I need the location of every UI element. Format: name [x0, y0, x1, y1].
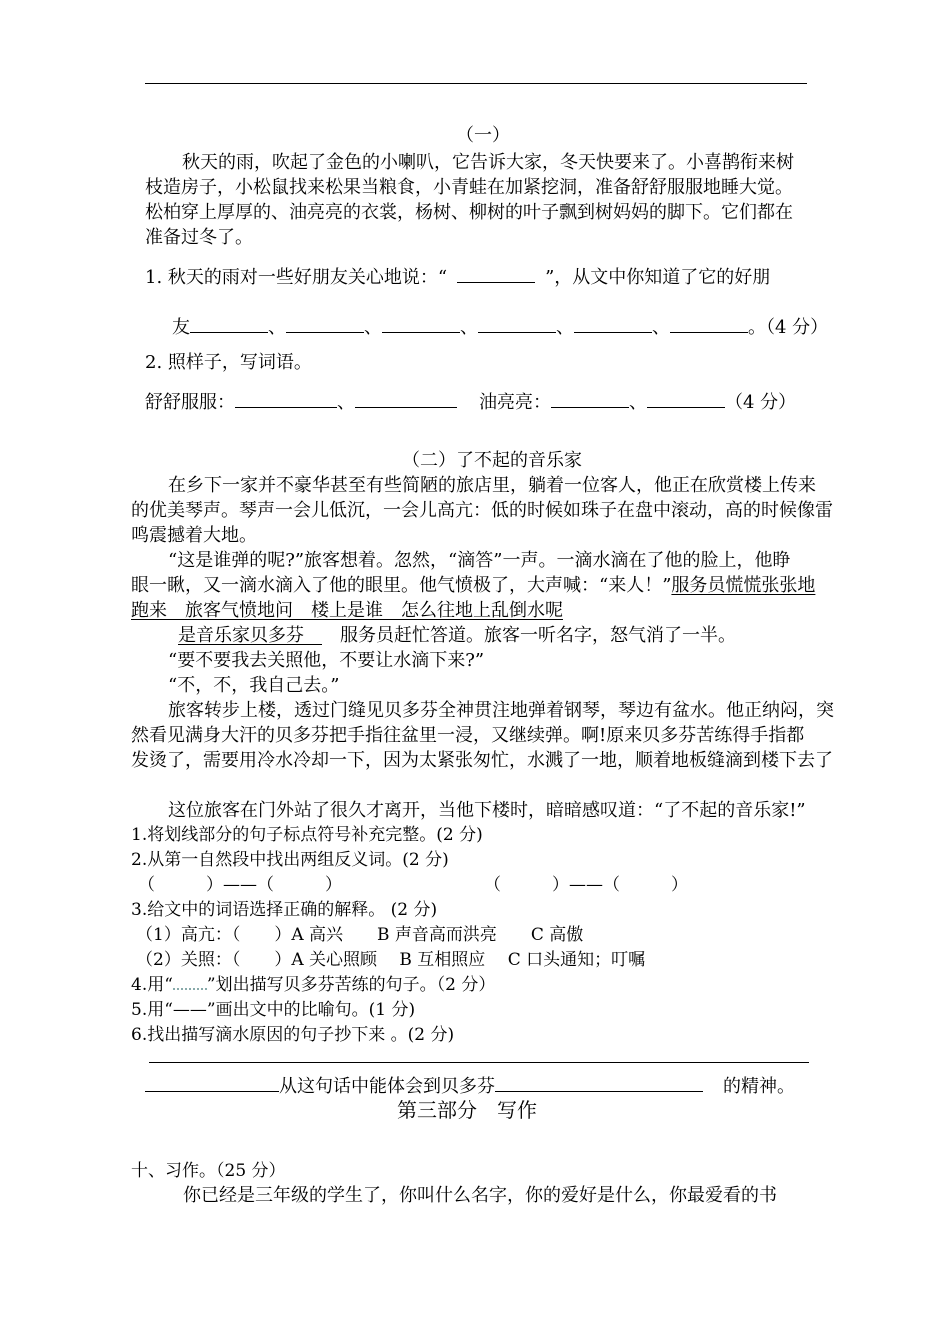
answer-blank[interactable]: [235, 389, 337, 408]
answer-line[interactable]: [149, 1062, 809, 1063]
question-6: 6.找出描写滴水原因的句子抄下来 。(2 分): [131, 1025, 455, 1045]
separator: 、: [364, 317, 382, 338]
passage-text: 眼一瞅，又一滴水滴入了他的眼里。他气愤极了，大声喊：“来人！”: [131, 575, 672, 596]
answer-blank[interactable]: [382, 314, 460, 333]
section1-para-line: 准备过冬了。: [145, 227, 253, 248]
passage-line: 旅客转步上楼，透过门缝见贝多芬全神贯注地弹着钢琴，琴边有盆水。他正纳闷，突: [168, 700, 834, 721]
answer-blank[interactable]: [574, 314, 652, 333]
section1-para-line: 松柏穿上厚厚的、油亮亮的衣裳，杨树、柳树的叶子飘到树妈妈的脚下。它们都在: [145, 202, 793, 223]
answer-blank[interactable]: [286, 314, 364, 333]
passage-line: 在乡下一家并不豪华甚至有些简陋的旅店里，躺着一位客人，他正在欣赏楼上传来: [168, 475, 816, 496]
separator: 、: [652, 317, 670, 338]
passage-line: “要不要我去关照他，不要让水滴下来?”: [168, 650, 485, 671]
separator: 、: [268, 317, 286, 338]
answer-blank[interactable]: [190, 314, 268, 333]
answer-blank[interactable]: [670, 314, 748, 333]
section2-heading: （二）了不起的音乐家: [402, 450, 582, 471]
answer-blank[interactable]: [145, 1073, 279, 1092]
section1-heading: （一）: [456, 125, 510, 146]
passage-line: 鸣震撼着大地。: [131, 525, 257, 546]
question-6-mid: 从这句话中能体会到贝多芬: [279, 1076, 495, 1097]
antonym-pair[interactable]: （ ）——（ ）: [138, 875, 342, 895]
passage-line: 发烫了，需要用冷水冷却一下，因为太紧张匆忙，水溅了一地，顺着地板缝滴到楼下去了: [131, 750, 833, 771]
answer-blank[interactable]: [647, 389, 725, 408]
separator: 、: [556, 317, 574, 338]
question-1-friend-label: 友: [172, 317, 190, 338]
passage-text: 服务员赶忙答道。旅客一听名字，怒气消了一半。: [340, 625, 736, 646]
passage-line: [178, 624, 736, 648]
underlined-sentence: 跑来 旅客气愤地问 楼上是谁 怎么往地上乱倒水呢: [131, 600, 563, 621]
question-1: 1.将划线部分的句子标点符号补充完整。(2 分): [131, 825, 483, 845]
question-2-examples: [145, 389, 796, 415]
part3-title: 第三部分 写作: [397, 1098, 537, 1122]
passage-line: “这是谁弹的呢?”旅客想着。忽然，“滴答”一声。一滴水滴在了他的脸上，他睁: [168, 550, 791, 571]
wavy-line-icon: [173, 974, 207, 990]
passage-line: 的优美琴声。琴声一会儿低沉，一会儿高亢：低的时候如珠子在盘中滚动，高的时候像雷: [131, 500, 833, 521]
separator: 、: [460, 317, 478, 338]
score: 。（4 分）: [748, 317, 829, 338]
question-2: 2. 照样子，写词语。: [145, 352, 312, 373]
question-2: 2.从第一自然段中找出两组反义词。(2 分): [131, 850, 449, 870]
score: （4 分）: [725, 392, 797, 413]
question-1-text-end: ”，从文中你知道了它的好朋: [545, 267, 771, 288]
question-4: [131, 973, 495, 997]
example-label: 舒舒服服：: [145, 392, 235, 413]
question-1-text: 1. 秋天的雨对一些好朋友关心地说：“: [145, 267, 448, 288]
question-10-text: 你已经是三年级的学生了，你叫什么名字，你的爱好是什么，你最爱看的书: [183, 1185, 777, 1206]
question-3: 3.给文中的词语选择正确的解释。 (2 分): [131, 900, 438, 920]
passage-line: 这位旅客在门外站了很久才离开，当他下楼时，暗暗感叹道：“了不起的音乐家!”: [168, 800, 806, 821]
question-6-end: 的精神。: [723, 1076, 795, 1097]
underlined-sentence: 是音乐家贝多芬: [178, 625, 322, 646]
answer-blank[interactable]: [355, 389, 457, 408]
question-3-item: （1）高亢：（ ）A 高兴 B 声音高而洪亮 C 高傲: [136, 925, 584, 945]
question-5: 5.用“——”画出文中的比喻句。(1 分): [131, 1000, 416, 1020]
question-3-item: （2）关照：（ ）A 关心照顾 B 互相照应 C 口头通知；叮嘱: [136, 950, 646, 970]
underlined-sentence: 服务员慌慌张张地: [671, 575, 816, 596]
section1-para-line: 枝造房子，小松鼠找来松果当粮食，小青蛙在加紧挖洞，准备舒舒服服地睡大觉。: [145, 177, 793, 198]
question-10: 十、习作。（25 分）: [131, 1161, 286, 1181]
question-1-line2: [172, 314, 828, 340]
separator: 、: [337, 392, 355, 413]
antonym-pair[interactable]: （ ）——（ ）: [484, 875, 688, 895]
question-4-text-end: ”划出描写贝多芬苦练的句子。（2 分）: [206, 975, 496, 995]
answer-blank[interactable]: [551, 389, 629, 408]
question-6-line2: [145, 1073, 795, 1099]
section1-para-line: 秋天的雨，吹起了金色的小喇叭，它告诉大家，冬天快要来了。小喜鹊衔来树: [182, 152, 794, 173]
answer-blank[interactable]: [457, 264, 535, 283]
answer-blank[interactable]: [478, 314, 556, 333]
question-4-text: 4.用“: [131, 975, 173, 995]
answer-blank[interactable]: [495, 1073, 703, 1092]
top-rule: [145, 83, 807, 84]
passage-line: “不，不，我自己去。”: [168, 675, 340, 696]
passage-line: [131, 574, 815, 598]
passage-line: 然看见满身大汗的贝多芬把手指往盆里一浸，又继续弹。啊!原来贝多芬苦练得手指都: [131, 725, 805, 746]
separator: 、: [629, 392, 647, 413]
question-1: [145, 264, 770, 290]
example-label: 油亮亮：: [479, 392, 551, 413]
